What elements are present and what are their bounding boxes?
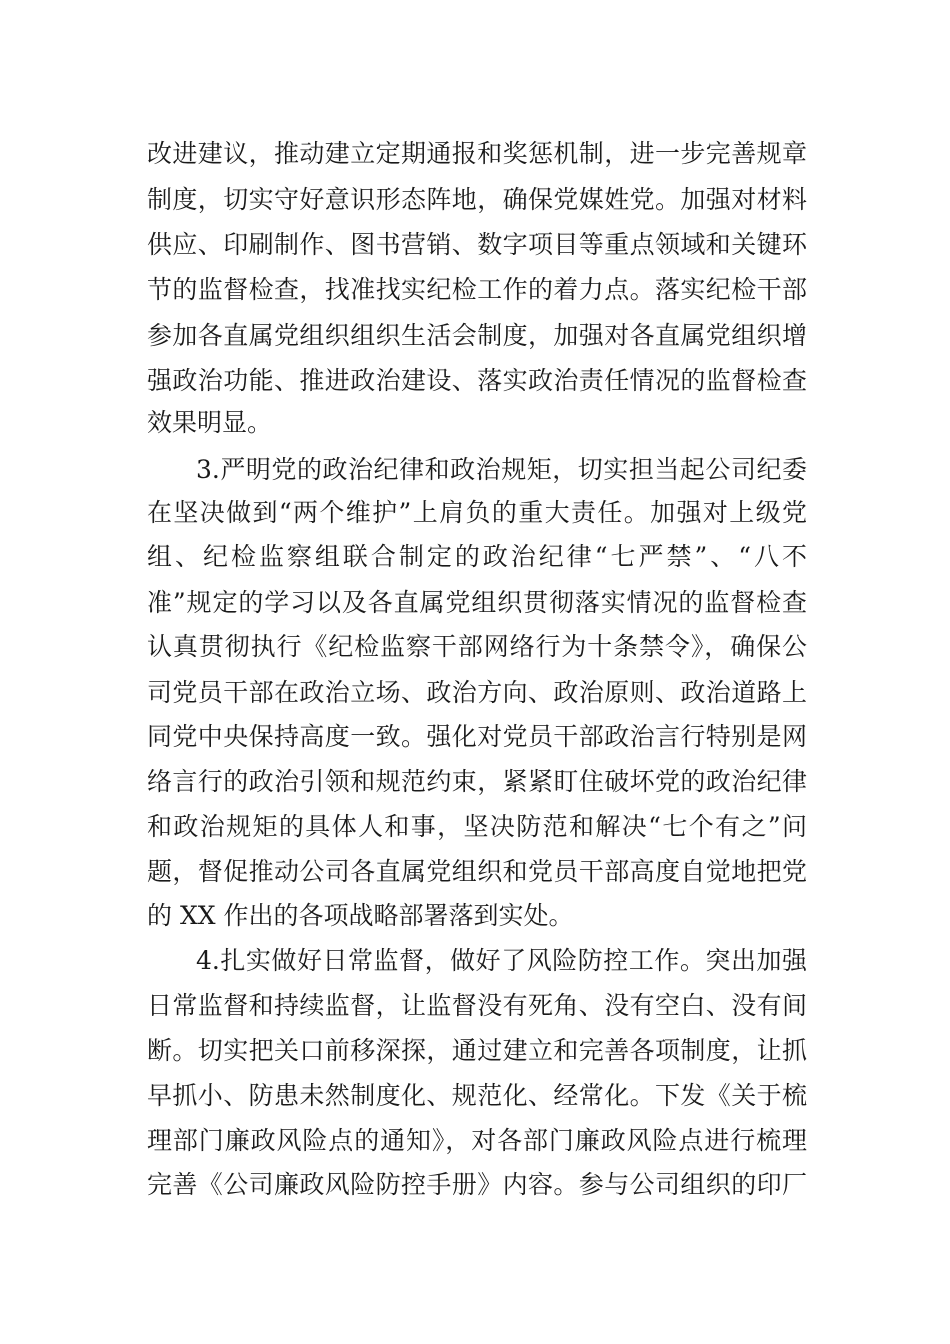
paragraph-line: 改进建议，推动建立定期通报和奖惩机制，进一步完善规章: [147, 139, 807, 168]
paragraph-line: 题，督促推动公司各直属党组织和党员干部高度自觉地把党: [147, 857, 807, 886]
paragraph-line: 参加各直属党组织组织生活会制度，加强对各直属党组织增: [147, 321, 807, 350]
paragraph-line: 供应、印刷制作、图书营销、数字项目等重点领域和关键环: [147, 230, 807, 259]
paragraph-line: 准”规定的学习以及各直属党组织贯彻落实情况的监督检查: [147, 588, 807, 617]
paragraph-line: 司党员干部在政治立场、政治方向、政治原则、政治道路上: [147, 678, 807, 707]
paragraph-line: 制度，切实守好意识形态阵地，确保党媒姓党。加强对材料: [147, 185, 807, 214]
paragraph-line: 早抓小、防患未然制度化、规范化、经常化。下发《关于梳: [147, 1081, 807, 1110]
paragraph-line: 4.扎实做好日常监督，做好了风险防控工作。突出加强: [196, 946, 807, 975]
paragraph-line: 络言行的政治引领和规范约束，紧紧盯住破坏党的政治纪律: [147, 767, 807, 796]
paragraph-line: 认真贯彻执行《纪检监察干部网络行为十条禁令》，确保公: [147, 632, 807, 661]
paragraph-line: 效果明显。: [147, 408, 273, 437]
paragraph-line: 日常监督和持续监督，让监督没有死角、没有空白、没有间: [147, 991, 807, 1020]
paragraph-line: 理部门廉政风险点的通知》，对各部门廉政风险点进行梳理: [147, 1126, 807, 1155]
paragraph-line: 组、纪检监察组联合制定的政治纪律“七严禁”、“八不: [147, 542, 807, 571]
paragraph-line: 断。切实把关口前移深探，通过建立和完善各项制度，让抓: [147, 1036, 807, 1065]
paragraph-line: 和政治规矩的具体人和事，坚决防范和解决“七个有之”问: [147, 812, 807, 841]
paragraph-line: 3.严明党的政治纪律和政治规矩，切实担当起公司纪委: [196, 455, 807, 484]
paragraph-line: 的 XX 作出的各项战略部署落到实处。: [147, 901, 574, 930]
paragraph-line: 强政治功能、推进政治建设、落实政治责任情况的监督检查: [147, 366, 807, 395]
paragraph-line: 完善《公司廉政风险防控手册》内容。参与公司组织的印厂: [147, 1170, 807, 1199]
paragraph-line: 在坚决做到“两个维护”上肩负的重大责任。加强对上级党: [147, 498, 807, 527]
paragraph-line: 同党中央保持高度一致。强化对党员干部政治言行特别是网: [147, 722, 807, 751]
paragraph-line: 节的监督检查，找准找实纪检工作的着力点。落实纪检干部: [147, 275, 807, 304]
